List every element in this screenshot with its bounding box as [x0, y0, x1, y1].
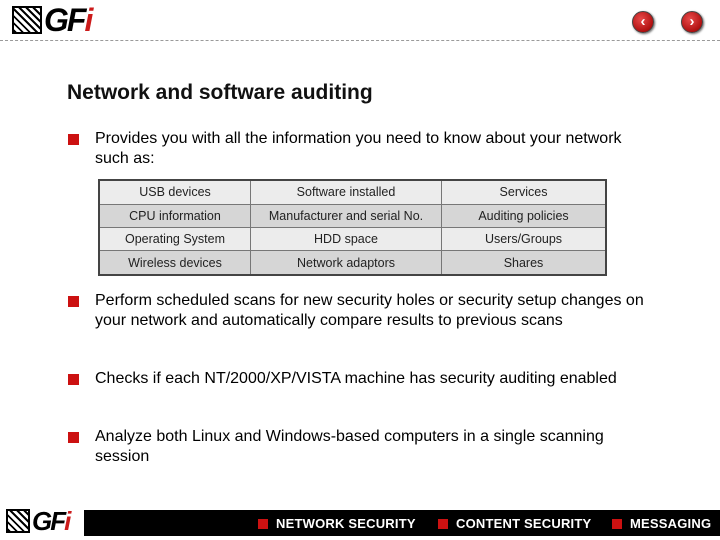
- bullet-square-icon: [68, 134, 79, 145]
- previous-slide-button[interactable]: [632, 11, 654, 33]
- bullet-square-icon: [68, 296, 79, 307]
- logo-wordmark: GFi: [32, 506, 70, 536]
- footer-square-icon: [258, 519, 268, 529]
- table-cell: Users/Groups: [442, 227, 607, 250]
- table-cell: Operating System: [99, 227, 251, 250]
- next-slide-button[interactable]: [681, 11, 703, 33]
- table-row: [99, 227, 606, 250]
- bullet-item: [68, 291, 648, 331]
- logo-mark-icon: [12, 6, 42, 34]
- footer-item-content-security: [438, 516, 591, 531]
- bullet-item: [68, 129, 648, 169]
- logo-wordmark: GFi: [44, 2, 92, 38]
- table-cell: Shares: [442, 251, 607, 275]
- table-cell: Network adaptors: [251, 251, 442, 275]
- audit-info-table: [98, 179, 607, 276]
- bullet-square-icon: [68, 432, 79, 443]
- bullet-square-icon: [68, 374, 79, 385]
- table-cell: USB devices: [99, 180, 251, 204]
- table-cell: Wireless devices: [99, 251, 251, 275]
- bullet-text: Provides you with all the information you need to know about your network such as:: [95, 130, 622, 167]
- bullet-item: [68, 427, 648, 467]
- footer-item-label: MESSAGING: [630, 516, 712, 531]
- bullet-text: Analyze both Linux and Windows-based computers in a single scanning session: [95, 428, 604, 465]
- footer-gfi-logo: [6, 506, 70, 536]
- table-row: [99, 204, 606, 227]
- table-row: [99, 251, 606, 275]
- footer-item-messaging: [612, 516, 711, 531]
- gfi-logo: [12, 2, 92, 38]
- footer-item-network-security: [258, 516, 416, 531]
- table-cell: Services: [442, 180, 607, 204]
- footer-square-icon: [612, 519, 622, 529]
- chevron-right-icon: ›: [689, 13, 695, 30]
- footer-item-label: NETWORK SECURITY: [276, 516, 416, 531]
- footer-square-icon: [438, 519, 448, 529]
- header-divider: [0, 40, 720, 41]
- slide-title: Network and software auditing: [67, 81, 373, 104]
- table-cell: HDD space: [251, 227, 442, 250]
- table-cell: CPU information: [99, 204, 251, 227]
- bullet-text: Perform scheduled scans for new security holes or security setup changes on your network and automatically compare results to previous scans: [95, 292, 644, 329]
- chevron-left-icon: ‹: [640, 13, 646, 30]
- table-cell: Auditing policies: [442, 204, 607, 227]
- table-cell: Manufacturer and serial No.: [251, 204, 442, 227]
- table-cell: Software installed: [251, 180, 442, 204]
- footer-item-label: CONTENT SECURITY: [456, 516, 592, 531]
- table-row: [99, 180, 606, 204]
- logo-mark-icon: [6, 509, 30, 533]
- bullet-text: Checks if each NT/2000/XP/VISTA machine has security auditing enabled: [95, 370, 617, 387]
- bullet-item: [68, 369, 648, 389]
